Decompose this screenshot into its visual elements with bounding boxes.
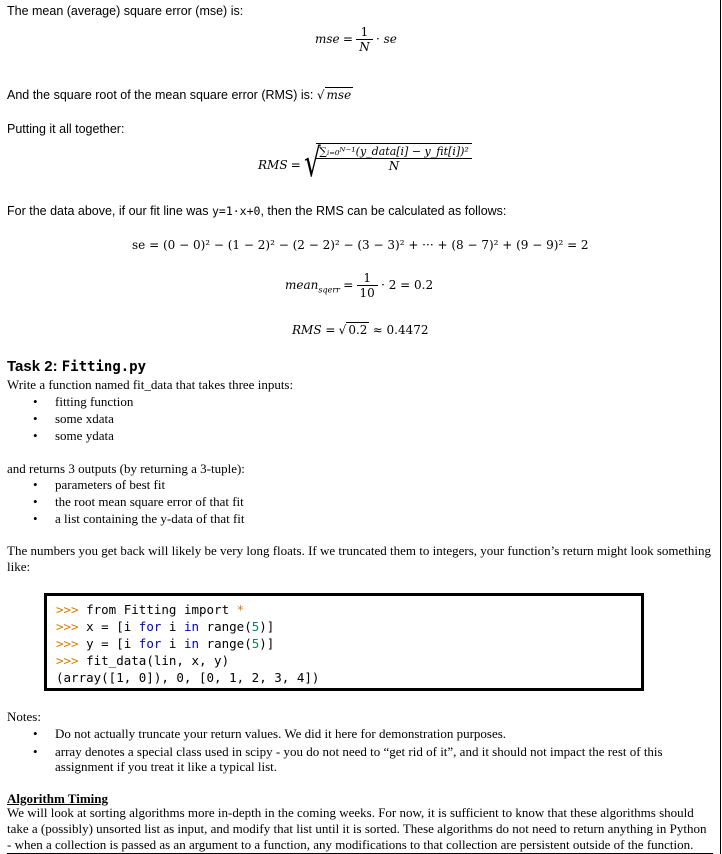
task2-heading-code: Fitting.py [61,359,147,375]
together-text: Putting it all together: [7,122,125,136]
rms-value: RMS = √ 0.2 ≈ 0.4472 [292,323,429,337]
list-item: • array denotes a special class used in scipy - you do not need to “get rid of it”, and it should not impact the rest of this assignment if you treat it like a typical list. [7,744,707,774]
se-line: se = (0 − 0)² − (1 − 2)² − (2 − 2)² − (3 − 3)² + ··· + (8 − 7)² + (9 − 9)² = 2 [132,238,589,252]
task2-heading-prefix: Task 2: [7,358,62,375]
code-star: * [236,602,245,617]
mse-rhs: · se [375,31,397,46]
mean-eq: = [343,277,354,292]
code-line-1 [56,602,244,617]
mse-lhs: mse [315,31,340,46]
mse-frac-den: N [359,40,370,54]
list-item: • the root mean square error of that fit [7,493,245,510]
task2-heading [7,358,146,375]
rms-full-eq: = [290,158,301,172]
code-line-5: (array([1, 0]), 0, [0, 1, 2, 3, 4]) [56,670,320,685]
code-text: range( [206,619,252,634]
code-number: 5 [251,619,260,634]
mean-sub: sqerr [318,285,340,295]
code-text: x = [i [86,619,132,634]
code-keyword: in [183,636,200,651]
code-text: )] [259,636,275,651]
list-item: • a list containing the y-data of that fit [7,510,245,527]
list-item: • fitting function [7,393,133,410]
code-prompt: >>> [56,653,79,668]
mse-intro: The mean (average) square error (mse) is: [7,4,244,18]
example-intro-suffix: , then the RMS can be calculated as follows: [260,204,507,218]
code-text: i [168,636,177,651]
code-text: i [168,619,177,634]
list-item: • Do not actually truncate your return values. We did it here for demonstration purposes. [7,725,707,742]
rms-value-lhs: RMS = [292,323,336,337]
code-line-4 [56,653,229,668]
code-text: )] [259,619,275,634]
returns-desc: and returns 3 outputs (by returning a 3-tuple): [7,461,245,476]
mean-frac-num: 1 [357,272,378,286]
code-text: y = [i [86,636,132,651]
code-text: from Fitting import [86,602,230,617]
rms-value-rhs: ≈ 0.4472 [372,323,429,337]
list-item: • some xdata [7,410,133,427]
mean-lhs: mean [285,277,319,292]
notes-list [7,725,707,774]
rms-full-lhs: RMS [258,158,288,172]
code-prompt: >>> [56,602,79,617]
mean-formula [285,272,433,300]
example-intro-code: y=1·x+0 [211,204,261,218]
mean-frac-den: 10 [359,286,375,300]
code-example-box [44,593,644,691]
mse-frac-num: 1 [356,26,373,40]
rms-value-sqrt: 0.2 [348,323,368,337]
mse-eq: = [342,31,353,46]
task2-desc: Write a function named fit_data that takes three inputs: [7,377,294,392]
inputs-list [7,393,133,444]
rms-intro-text: And the square root of the mean square error (RMS) is: [7,88,317,102]
numbers-note: The numbers you get back will likely be very long floats. If we truncated them to integers, your function’s return might look something like: [7,543,712,574]
code-prompt: >>> [56,619,79,634]
code-prompt: >>> [56,636,79,651]
list-item: • parameters of best fit [7,476,245,493]
code-keyword: for [138,619,162,634]
mean-rhs: · 2 = 0.2 [381,277,434,292]
algorithm-text: We will look at sorting algorithms more in-depth in the coming weeks. For now, it is sufficient to know that these algorithms should take a (possibly) unsorted list as input, and modify that list until it is sorted. These algorithms do not need to return anything in Python - when a collection is passed as an argument to a function, any modifications to that collection are persistent outside of the function. [7,805,713,854]
rms-intro-sqrt: mse [326,88,352,102]
code-text: fit_data(lin, x, y) [86,653,230,668]
notes-label: Notes: [7,709,41,724]
example-intro-prefix: For the data above, if our fit line was [7,204,212,218]
rms-full-formula: RMS = √ ∑ᵢ₌₀ᴺ⁻¹(y_data[i] − y_fit[i])² N [258,143,472,173]
code-keyword: for [138,636,162,651]
list-item: • some ydata [7,427,133,444]
rms-full-numerator: ∑ᵢ₌₀ᴺ⁻¹(y_data[i] − y_fit[i])² [316,145,472,159]
mse-formula [315,26,397,54]
rms-full-denominator: N [388,159,400,173]
rms-intro: And the square root of the mean square error (RMS) is: √ mse [7,88,352,102]
code-keyword: in [183,619,200,634]
code-number: 5 [251,636,260,651]
algorithm-heading: Algorithm Timing [7,791,109,806]
code-line-2 [56,619,274,634]
example-intro [7,204,506,218]
code-line-3 [56,636,274,651]
outputs-list [7,476,245,527]
code-text: range( [206,636,252,651]
